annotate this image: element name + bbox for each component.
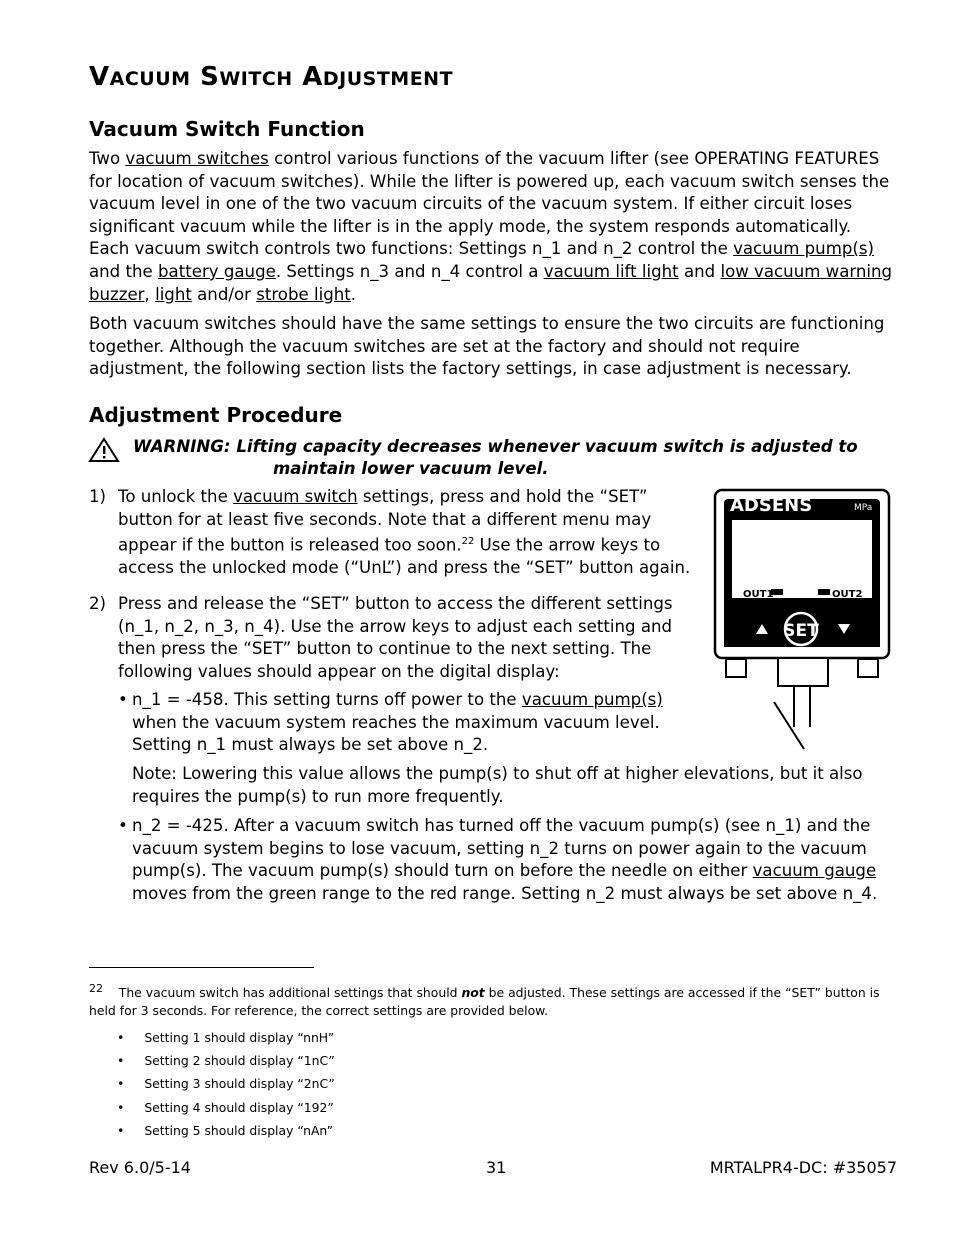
note-text: Note: Lowering this value allows the pump(s) to shut off at higher elevations, but it also requires the pump(s) to run more frequently. — [132, 764, 863, 806]
footer-revision: Rev 6.0/5-14 — [89, 1158, 191, 1177]
footnote-divider — [89, 967, 314, 968]
footer-document-id: MRTALPR4-DC: #35057 — [709, 1158, 897, 1177]
device-set-button[interactable]: SET — [783, 621, 819, 641]
footnote-list-item: • Setting 3 should display “2nC” — [117, 1076, 335, 1091]
footnote-list-item: • Setting 2 should display “1nC” — [117, 1053, 335, 1068]
step-1-text: To unlock the vacuum switch settings, press and hold the “SET” button for at least five seconds. Note that a different menu may appear if the button is released too soon.$^{22}$ Use the arrow keys to access the unlocked mode (“UnL”) and press the “SET” button again. — [118, 487, 691, 578]
function-paragraph-2: Both vacuum switches should have the same settings to ensure the two circuits are functioning together. Although the vacuum switches are set at the factory and should not require adjustment, the following section lists the factory settings, in case adjustment is necessary. — [89, 314, 885, 379]
device-unit-label: MPa — [854, 503, 873, 513]
step-2-number: 2) — [89, 594, 107, 613]
step-2-text: Press and release the “SET” button to access the different settings (n_1, n_2, n_3, n_4). Use the arrow keys to adjust each setting and then press the “SET” button to continue to the next setting. The following values should appear on the digital display: — [118, 594, 673, 681]
footnote-list-item: • Setting 5 should display “nAn” — [117, 1123, 334, 1138]
bullet-n1-text: n_1 = -458. This setting turns off power to the vacuum pump(s) when the vacuum system reaches the maximum vacuum level. Setting n_1 must always be set above n_2. — [132, 690, 663, 755]
footnote-list-item: • Setting 4 should display “192” — [117, 1100, 334, 1115]
bullet-n2-text: n_2 = -425. After a vacuum switch has turned off the vacuum pump(s) (see n_1) and the vacuum system begins to lose vacuum, setting n_2 turns on power again to the vacuum pump(s). The vacuum pump(s) should turn on before the needle on either vacuum gauge moves from the green range to the red range. Setting n_2 must always be set above n_4. — [132, 816, 878, 903]
footnote-text: $^{22}$ The vacuum switch has additional settings that should not be adjusted. These settings are accessed if the “SET” button is held for 3 seconds. For reference, the correct settings are provided below. — [89, 982, 880, 1019]
device-out1-label: OUT1 — [743, 589, 774, 600]
section-heading-procedure: Adjustment Procedure — [89, 403, 343, 427]
device-out2-label: OUT2 — [832, 589, 863, 600]
footer-page-number: 31 — [486, 1158, 507, 1177]
step-1-number: 1) — [89, 487, 107, 506]
bullet-n2-mark: • — [118, 816, 128, 835]
page-title: VACUUM SWITCH ADJUSTMENT — [89, 62, 454, 92]
device-brand-label: ADSENS — [730, 495, 813, 516]
warning-line-1: WARNING: Lifting capacity decreases whenever vacuum switch is adjusted to — [133, 437, 858, 456]
warning-line-2: maintain lower vacuum level. — [273, 459, 549, 478]
function-paragraph-1: Two vacuum switches control various functions of the vacuum lifter (see OPERATING FEATURES for location of vacuum switches). While the lifter is powered up, each vacuum switch senses the vacuum level in one of the two vacuum circuits of the vacuum system. If either circuit loses significant vacuum while the lifter is in the apply mode, the system responds automatically. Each vacuum switch controls two functions: Settings n_1 and n_2 control the vacuum pump(s) and the battery gauge. Settings n_3 and n_4 control a vacuum lift light and low vacuum warning buzzer, light and/or strobe light. — [89, 149, 893, 304]
bullet-n1-mark: • — [118, 690, 128, 709]
vacuum-switch-illustration — [712, 487, 894, 752]
section-heading-function: Vacuum Switch Function — [89, 117, 365, 141]
footnote-list-item: • Setting 1 should display “nnH” — [117, 1030, 335, 1045]
footnote-ref-22[interactable]: 22 — [461, 536, 475, 548]
warning-triangle-icon — [88, 437, 120, 463]
